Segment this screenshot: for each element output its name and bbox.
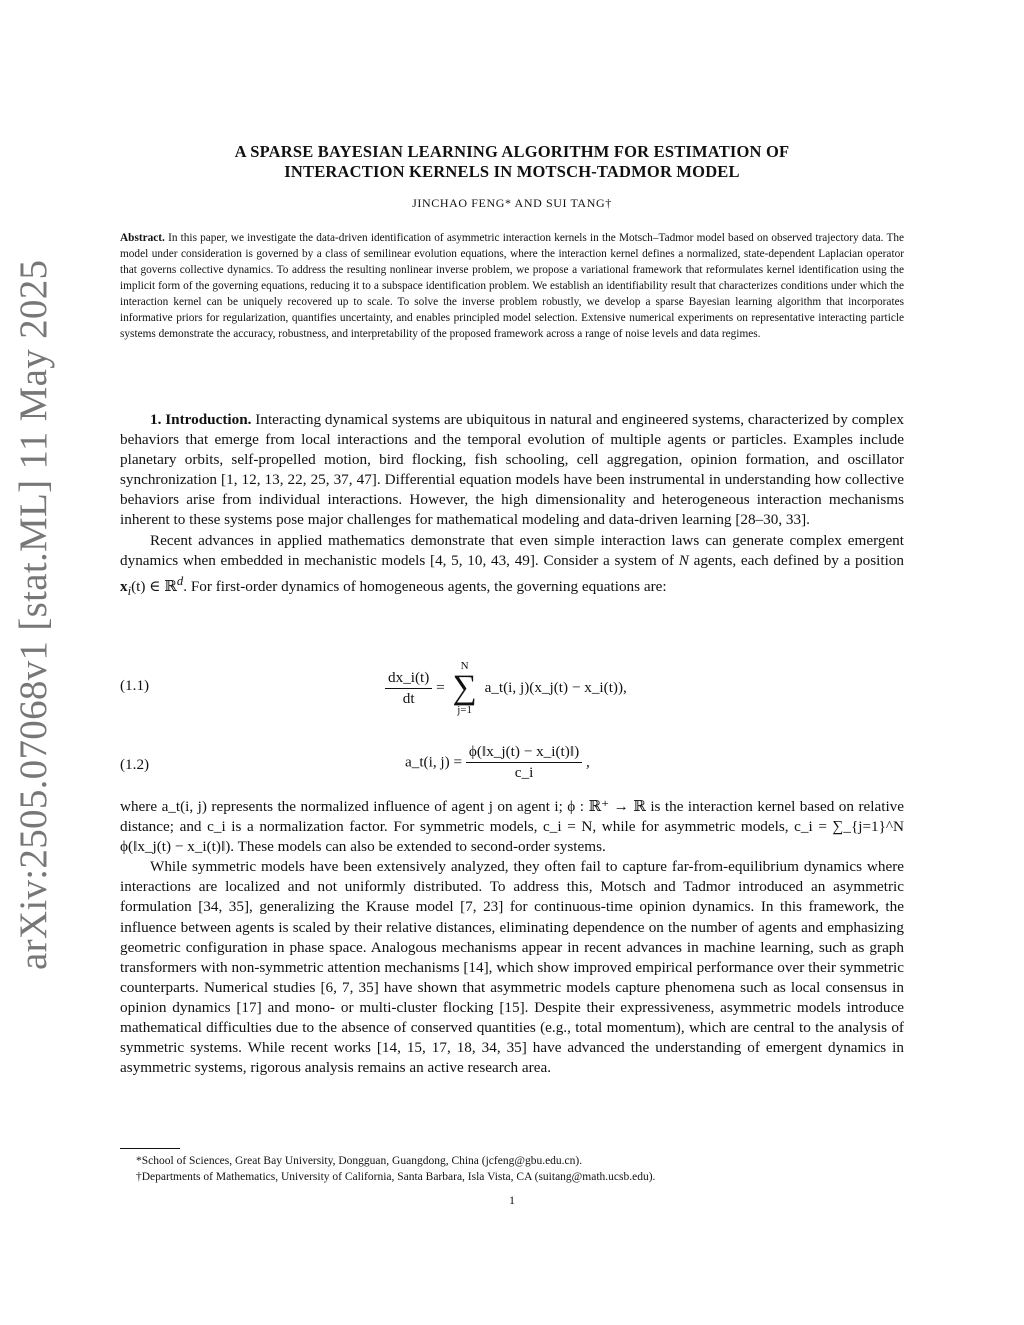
equation-1-1 (120, 660, 904, 720)
abstract (120, 230, 904, 342)
author-list: JINCHAO FENG* AND SUI TANG† (412, 196, 612, 210)
equation-rhs: a_t(i, j)(x_j(t) − x_i(t)), (484, 679, 627, 696)
fraction-denominator: c_i (514, 764, 534, 781)
equation-fraction (466, 742, 582, 783)
introduction-section (120, 410, 904, 601)
section-heading: 1. Introduction. (150, 411, 252, 428)
intro-p2-part-c: (t) ∈ ℝ (131, 577, 177, 595)
equation-label: (1.1) (120, 677, 150, 694)
sum-upper-limit: N (460, 660, 469, 672)
title-line-1: A SPARSE BAYESIAN LEARNING ALGORITHM FOR ESTIMATION OF (234, 142, 790, 161)
fraction-denominator: dt (402, 689, 415, 707)
intro-p2-n: N (678, 551, 689, 569)
paragraph-asymmetric-models: While symmetric models have been extensively analyzed, they often fail to capture far-from-equilibrium dynamics where interactions are localized and not uniformly distributed. To address this, Motsch and Tadmor introduced an asymmetric formulation [34, 35], generalizing the Krause model [7, 23] for continuous-time opinion dynamics. In this framework, the influence between agents is scaled by their relative distances, eliminating dependence on the number of agents and emphasizing geometric configuration in phase space. Analogous mechanisms appear in recent advances in machine learning, such as graph transformers with non-symmetric attention mechanisms [14], which show improved empirical performance over their symmetric counterparts. Numerical studies [6, 7, 35] have shown that asymmetric models capture phenomena such as local consensus in opinion dynamics [17] and mono- or multi-cluster flocking [15]. Despite their expressiveness, asymmetric models introduce mathematical difficulties due to the absence of conserved quantities (e.g., total momentum), which are central to the analysis of symmetric systems. While recent works [14, 15, 17, 18, 34, 35] have advanced the understanding of emergent dynamics in asymmetric systems, rigorous analysis remains an active research area. (120, 858, 904, 1077)
intro-paragraph-1 (120, 410, 904, 531)
equation-1-2 (120, 742, 904, 792)
equation-fraction (385, 668, 432, 709)
footnote-rule (120, 1148, 180, 1149)
intro-paragraph-2: Recent advances in applied mathematics demonstrate that even simple interaction laws can generate complex emergent dynamics when embedded in mechanistic models [4, 5, 10, 43, 49]. Consider a system of N agents, each defined by a position $x_i(t)$ ∈ ℝ$^d$. For first-order dynamics of homogeneous agents, the governing equations are: (120, 531, 904, 598)
sum-lower-limit: j=1 (457, 704, 473, 716)
intro-p2-x: x (120, 577, 128, 595)
footnotes (120, 1153, 904, 1185)
equation-lhs: a_t(i, j) = (405, 753, 463, 771)
intro-p2-part-d: . For first-order dynamics of homogeneous agents, the governing equations are: (183, 577, 667, 595)
abstract-text: In this paper, we investigate the data-driven identification of asymmetric interaction kernels in the Motsch–Tadmor model based on observed trajectory data. The model under consideration is governed by a class of semilinear evolution equations, where the interaction kernel defines a normalized, state-dependent Laplacian operator that governs collective dynamics. To address the resulting nonlinear inverse problem, we propose a variational framework that reformulates kernel identification using the implicit form of the governing equations, reducing it to a subspace identification problem. We establish an identifiability result that characterizes conditions under which the interaction kernel can be uniquely recovered up to scale. To solve the inverse problem robustly, we develop a sparse Bayesian learning algorithm that incorporates informative priors for regularization, quantifies uncertainty, and enables principled model selection. Extensive numerical experiments on representative interacting particle systems demonstrate the accuracy, robustness, and interpretability of the proposed framework across a range of noise levels and data regimes. (120, 232, 905, 340)
equation-body: $\frac{dx\_i(t)}{dt}$ = N ∑ j=1 a_t(i, j)(x_j(t) − x_i(t)), (385, 660, 627, 716)
intro-p2-part-a: Recent advances in applied mathematics demonstrate that even simple interaction laws can generate complex emergent dynamics when embedded in mechanistic models [4, 5, 10, 43, 49]. Consider a system of (120, 531, 904, 569)
paper-title (120, 142, 904, 182)
paragraph-where: where a_t(i, j) represents the normalized influence of agent j on agent i; ϕ : ℝ⁺ → ℝ is the interaction kernel based on relative distance; and c_i is a normalization factor. For symmetric models, c_i = N, while for asymmetric models, c_i = ∑_{j=1}^N ϕ(‖x_j(t) − x_i(t)‖). These models can also be extended to second-order systems. (120, 798, 904, 856)
fraction-numerator: dx_i(t) (385, 668, 432, 689)
page-number: 1 (509, 1193, 515, 1207)
fraction-numerator: ϕ(‖x_j(t) − x_i(t)‖) (466, 742, 582, 763)
equation-label: (1.2) (120, 756, 150, 773)
abstract-heading: Abstract. (120, 232, 165, 244)
footnote-1: *School of Sciences, Great Bay University, Dongguan, Guangdong, China (jcfeng@gbu.edu.cn). (136, 1155, 583, 1167)
arxiv-identifier-stamp: arXiv:2505.07068v1 [stat.ML] 11 May 2025 (12, 259, 55, 970)
intro-p2-part-b: agents, each defined by a position (688, 551, 904, 569)
equation-body: a_t(i, j) = $\frac{\phi(‖x\_j(t) - x\_i(t)‖)}{c\_i}$ , (405, 743, 590, 781)
body-after-equations (120, 797, 904, 1078)
summation-symbol: N ∑ j=1 (452, 660, 477, 716)
intro-p1-text: Interacting dynamical systems are ubiquitous in natural and engineered systems, characterized by complex behaviors that emerge from local interactions and the temporal evolution of multiple agents or particles. Examples include planetary orbits, self-propelled motion, bird flocking, fish schooling, cell aggregation, opinion formation, and oscillator synchronization [1, 12, 13, 22, 25, 37, 47]. Differential equation models have been instrumental in understanding how collective behaviors arise from individual interactions. However, the high dimensionality and heterogeneous interaction mechanisms inherent to these systems pose major challenges for mathematical modeling and data-driven learning [28–30, 33]. (120, 411, 904, 529)
title-line-2: INTERACTION KERNELS IN MOTSCH-TADMOR MODEL (284, 162, 740, 181)
footnote-2: †Departments of Mathematics, University of California, Santa Barbara, Isla Vista, CA (suitang@math.ucsb.edu). (136, 1171, 656, 1183)
